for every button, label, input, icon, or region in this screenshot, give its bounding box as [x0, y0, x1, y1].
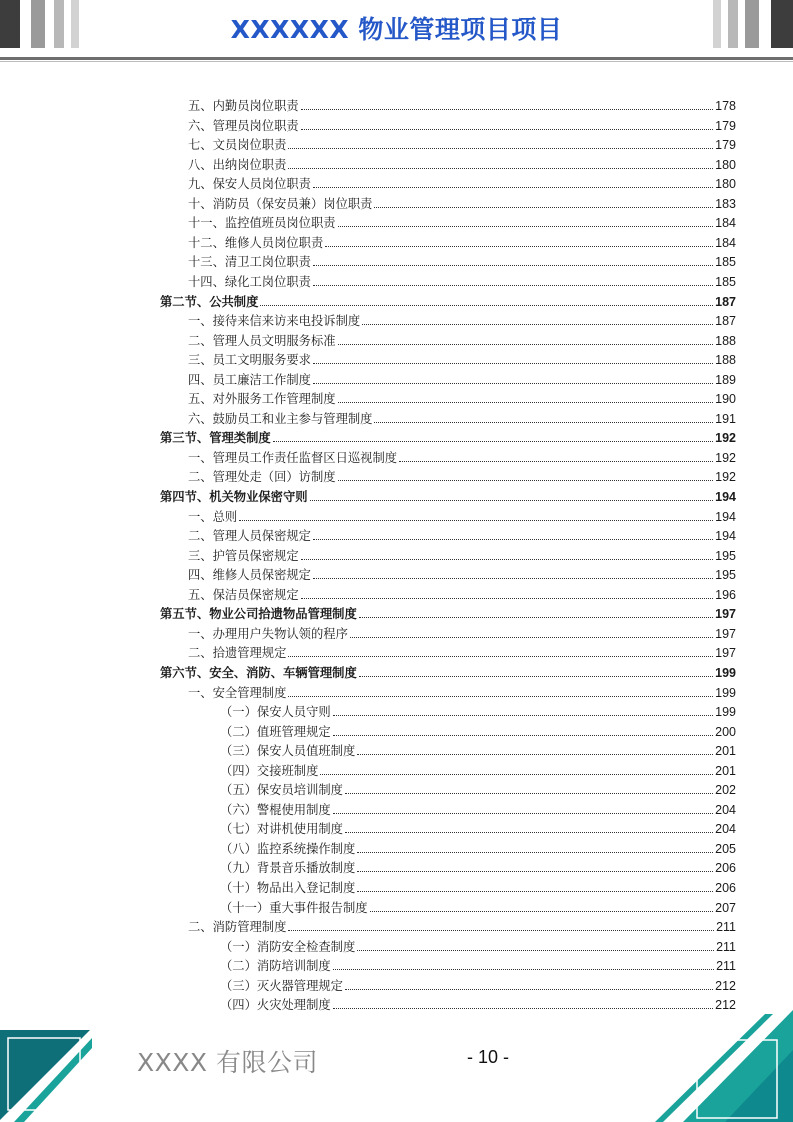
toc-entry-title: 一、办理用户失物认领的程序 — [188, 626, 348, 641]
toc-entry[interactable] — [188, 409, 736, 429]
toc-entry[interactable] — [188, 116, 736, 136]
toc-leader-dots — [357, 891, 713, 892]
toc-entry[interactable] — [220, 800, 736, 820]
toc-entry[interactable] — [188, 350, 736, 370]
toc-entry[interactable] — [188, 643, 736, 663]
toc-entry[interactable] — [188, 683, 736, 703]
toc-leader-dots — [357, 852, 713, 853]
toc-entry-page: 206 — [715, 881, 736, 895]
toc-entry[interactable] — [220, 702, 736, 722]
toc-entry-title: 一、接待来信来访来电投诉制度 — [188, 314, 361, 329]
toc-leader-dots — [288, 656, 713, 657]
toc-leader-dots — [338, 480, 714, 481]
toc-leader-dots — [345, 832, 713, 833]
toc-entry[interactable] — [188, 213, 736, 233]
toc-leader-dots — [333, 735, 713, 736]
toc-entry[interactable] — [188, 565, 736, 585]
toc-entry-page: 184 — [715, 216, 736, 231]
toc-entry-title: （十一）重大事件报告制度 — [220, 900, 368, 915]
toc-entry-title: （五）保安员培训制度 — [220, 783, 343, 798]
toc-entry-page: 196 — [715, 587, 736, 602]
toc-leader-dots — [313, 539, 713, 540]
toc-entry-title: 第六节、安全、消防、车辆管理制度 — [160, 665, 357, 680]
toc-entry-page: 195 — [715, 548, 736, 563]
toc-leader-dots — [357, 871, 713, 872]
toc-leader-dots — [325, 246, 713, 247]
toc-section-entry[interactable] — [160, 604, 736, 624]
footer-decoration-left — [0, 1030, 95, 1122]
toc-leader-dots — [345, 989, 713, 990]
toc-entry-title: 十、消防员（保安员兼）岗位职责 — [188, 196, 373, 211]
toc-entry[interactable] — [188, 448, 736, 468]
toc-section-entry[interactable] — [160, 428, 736, 448]
toc-entry-page: 194 — [715, 509, 736, 524]
toc-leader-dots — [313, 383, 713, 384]
toc-entry-page: 185 — [715, 255, 736, 270]
toc-entry-page: 207 — [715, 900, 736, 915]
toc-entry-page: 199 — [715, 685, 736, 700]
toc-entry[interactable] — [220, 956, 736, 976]
toc-entry[interactable] — [220, 761, 736, 781]
toc-leader-dots — [374, 422, 713, 423]
toc-entry-title: 九、保安人员岗位职责 — [188, 177, 311, 192]
toc-leader-dots — [357, 950, 714, 951]
toc-leader-dots — [333, 969, 714, 970]
page-number: - 10 - — [467, 1047, 510, 1067]
toc-entry-page: 194 — [715, 490, 736, 504]
toc-leader-dots — [239, 520, 713, 521]
toc-leader-dots — [357, 754, 713, 755]
toc-entry-page: 185 — [715, 274, 736, 289]
footer-decoration-right — [655, 1010, 793, 1122]
toc-entry-page: 194 — [715, 529, 736, 544]
toc-entry[interactable] — [188, 467, 736, 487]
toc-entry-title: （六）警棍使用制度 — [220, 802, 331, 817]
toc-entry-title: （一）消防安全检查制度 — [220, 939, 356, 954]
toc-entry[interactable] — [188, 917, 736, 937]
toc-entry-page: 212 — [715, 978, 736, 993]
toc-entry-page: 180 — [715, 157, 736, 172]
toc-entry-title: 五、内勤员岗位职责 — [188, 99, 299, 113]
toc-entry[interactable] — [220, 898, 736, 918]
toc-entry[interactable] — [220, 722, 736, 742]
toc-leader-dots — [313, 187, 713, 188]
toc-entry[interactable] — [188, 624, 736, 644]
toc-entry-title: （三）灭火器管理规定 — [220, 978, 343, 993]
toc-entry[interactable] — [220, 780, 736, 800]
toc-entry-title: 十三、清卫工岗位职责 — [188, 255, 311, 270]
toc-entry-page: 211 — [716, 939, 736, 954]
toc-entry-title: 第四节、机关物业保密守则 — [160, 490, 308, 504]
toc-entry-page: 202 — [715, 783, 736, 798]
toc-entry-page: 178 — [715, 99, 736, 113]
toc-entry-title: 第五节、物业公司拾遗物品管理制度 — [160, 607, 357, 622]
toc-section-entry[interactable] — [160, 663, 736, 683]
toc-entry-page: 187 — [715, 294, 736, 309]
toc-entry[interactable] — [220, 839, 736, 859]
toc-entry-title: 六、管理员岗位职责 — [188, 118, 299, 133]
toc-entry-title: （四）交接班制度 — [220, 763, 319, 778]
toc-leader-dots — [370, 911, 714, 912]
toc-entry-page: 197 — [715, 626, 736, 641]
toc-leader-dots — [333, 813, 713, 814]
toc-entry[interactable] — [188, 389, 736, 409]
toc-entry-title: （七）对讲机使用制度 — [220, 822, 343, 837]
toc-section-entry[interactable] — [160, 292, 736, 312]
toc-leader-dots — [313, 265, 713, 266]
toc-leader-dots — [320, 774, 713, 775]
toc-leader-dots — [338, 226, 714, 227]
toc-entry-title: 二、消防管理制度 — [188, 920, 287, 935]
toc-leader-dots — [345, 793, 713, 794]
toc-entry-page: 197 — [715, 646, 736, 661]
toc-entry-page: 187 — [715, 314, 736, 329]
toc-entry-page: 211 — [716, 959, 736, 974]
toc-entry-page: 205 — [715, 841, 736, 856]
toc-leader-dots — [301, 559, 713, 560]
toc-entry-page: 197 — [715, 607, 736, 622]
toc-entry-title: （八）监控系统操作制度 — [220, 841, 356, 856]
toc-entry[interactable] — [188, 174, 736, 194]
toc-entry-title: 一、管理员工作责任监督区日巡视制度 — [188, 450, 398, 465]
toc-entry-title: 八、出纳岗位职责 — [188, 157, 287, 172]
toc-entry-title: 第二节、公共制度 — [160, 294, 259, 309]
toc-entry-page: 212 — [715, 998, 736, 1013]
toc-entry[interactable] — [220, 878, 736, 898]
toc-entry-title: 第三节、管理类制度 — [160, 431, 271, 446]
toc-entry-page: 179 — [715, 118, 736, 133]
toc-leader-dots — [288, 168, 713, 169]
toc-entry[interactable] — [188, 507, 736, 527]
toc-leader-dots — [313, 363, 713, 364]
toc-leader-dots — [362, 324, 713, 325]
toc-entry[interactable] — [188, 155, 736, 175]
toc-entry-page: 192 — [715, 431, 736, 446]
toc-entry-title: 二、管理处走（回）访制度 — [188, 470, 336, 485]
document-title: XXXXXX 物业管理项目项目 — [230, 15, 563, 44]
toc-entry-title: 三、护管员保密规定 — [188, 548, 299, 563]
toc-entry[interactable] — [188, 331, 736, 351]
toc-leader-dots — [338, 344, 714, 345]
toc-entry[interactable] — [188, 96, 736, 116]
toc-leader-dots — [273, 441, 713, 442]
toc-entry-title: （二）消防培训制度 — [220, 959, 331, 974]
toc-leader-dots — [333, 715, 713, 716]
toc-entry-title: 三、员工文明服务要求 — [188, 353, 311, 368]
toc-leader-dots — [260, 305, 713, 306]
toc-entry-title: 六、鼓励员工和业主参与管理制度 — [188, 411, 373, 426]
toc-entry-page: 204 — [715, 822, 736, 837]
footer-company-name: XXXX 有限公司 — [137, 1048, 318, 1077]
toc-leader-dots — [338, 402, 714, 403]
toc-entry[interactable] — [188, 546, 736, 566]
toc-leader-dots — [301, 109, 713, 110]
toc-entry-page: 195 — [715, 568, 736, 583]
toc-entry-title: 十一、监控值班员岗位职责 — [188, 216, 336, 231]
toc-entry[interactable] — [188, 526, 736, 546]
toc-entry-title: 一、安全管理制度 — [188, 685, 287, 700]
toc-entry-title: 四、员工廉洁工作制度 — [188, 372, 311, 387]
toc-entry-title: 七、文员岗位职责 — [188, 138, 287, 153]
toc-entry-title: 一、总则 — [188, 509, 238, 524]
toc-entry[interactable] — [188, 252, 736, 272]
toc-entry-title: 五、对外服务工作管理制度 — [188, 392, 336, 407]
toc-entry[interactable] — [188, 135, 736, 155]
toc-entry[interactable] — [220, 858, 736, 878]
toc-entry[interactable] — [220, 937, 736, 957]
header-divider — [0, 57, 793, 60]
toc-entry-title: 二、管理人员文明服务标准 — [188, 333, 336, 348]
toc-entry[interactable] — [188, 194, 736, 214]
toc-leader-dots — [374, 207, 713, 208]
toc-entry-page: 201 — [715, 744, 736, 759]
toc-entry[interactable] — [188, 311, 736, 331]
toc-entry[interactable] — [220, 741, 736, 761]
header-divider-thin — [0, 61, 793, 62]
toc-entry-title: （三）保安人员值班制度 — [220, 744, 356, 759]
toc-entry-title: （十）物品出入登记制度 — [220, 881, 356, 895]
toc-entry[interactable] — [188, 585, 736, 605]
toc-entry-title: 十二、维修人员岗位职责 — [188, 235, 324, 250]
toc-entry-title: 二、拾遗管理规定 — [188, 646, 287, 661]
toc-entry-page: 204 — [715, 802, 736, 817]
toc-entry-page: 191 — [715, 411, 736, 426]
toc-leader-dots — [310, 500, 714, 501]
toc-leader-dots — [301, 129, 713, 130]
toc-leader-dots — [313, 285, 713, 286]
toc-entry-title: （四）火灾处理制度 — [220, 998, 331, 1013]
toc-entry-page: 199 — [715, 665, 736, 680]
toc-entry-page: 192 — [715, 450, 736, 465]
toc-leader-dots — [359, 676, 713, 677]
toc-entry-title: 四、维修人员保密规定 — [188, 568, 311, 583]
toc-entry-title: 十四、绿化工岗位职责 — [188, 274, 311, 289]
toc-entry-page: 183 — [715, 196, 736, 211]
toc-entry[interactable] — [188, 272, 736, 292]
toc-entry[interactable] — [220, 976, 736, 996]
toc-leader-dots — [301, 598, 713, 599]
toc-entry-page: 188 — [715, 333, 736, 348]
toc-section-entry[interactable] — [160, 487, 736, 507]
toc-entry-title: （一）保安人员守则 — [220, 705, 331, 720]
toc-entry-title: （二）值班管理规定 — [220, 724, 331, 739]
toc-entry-page: 188 — [715, 353, 736, 368]
toc-entry[interactable] — [220, 819, 736, 839]
toc-entry-page: 201 — [715, 763, 736, 778]
toc-entry-title: 五、保洁员保密规定 — [188, 587, 299, 602]
toc-leader-dots — [313, 578, 713, 579]
toc-leader-dots — [288, 696, 713, 697]
toc-entry-page: 184 — [715, 235, 736, 250]
toc-entry-page: 190 — [715, 392, 736, 407]
toc-leader-dots — [350, 637, 713, 638]
toc-entry-title: 二、管理人员保密规定 — [188, 529, 311, 544]
toc-entry-page: 206 — [715, 861, 736, 876]
toc-entry-page: 199 — [715, 705, 736, 720]
toc-entry-page: 189 — [715, 372, 736, 387]
toc-leader-dots — [288, 930, 714, 931]
toc-leader-dots — [288, 148, 713, 149]
toc-entry-page: 200 — [715, 724, 736, 739]
toc-leader-dots — [399, 461, 713, 462]
toc-entry-page: 211 — [716, 920, 736, 935]
toc-entry-page: 180 — [715, 177, 736, 192]
toc-entry-page: 192 — [715, 470, 736, 485]
toc-entry-title: （九）背景音乐播放制度 — [220, 861, 356, 876]
toc-leader-dots — [359, 617, 713, 618]
toc-entry[interactable] — [188, 233, 736, 253]
toc-entry-page: 179 — [715, 138, 736, 153]
toc-entry[interactable] — [188, 370, 736, 390]
